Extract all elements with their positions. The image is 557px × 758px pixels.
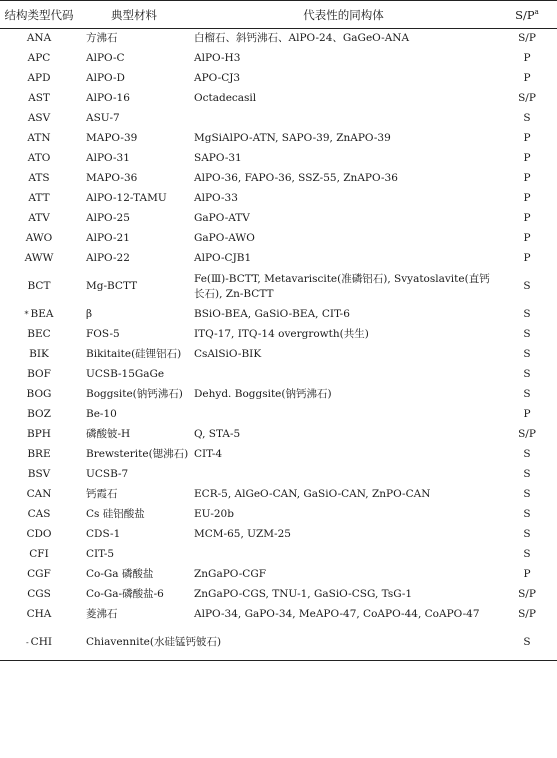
cell-code [0, 345, 78, 365]
table-row [0, 29, 557, 49]
code-text: ATO [27, 152, 51, 164]
table-row [0, 565, 557, 585]
cell-code [0, 209, 78, 229]
cell-material: 菱沸石 [86, 608, 118, 620]
cell-isotypes: MCM-65, UZM-25 [194, 528, 291, 540]
code-text: APD [27, 72, 51, 84]
cell-isotypes: Octadecasil [194, 92, 257, 104]
cell-sp: P [523, 192, 531, 204]
cell-sp: S [523, 508, 531, 520]
cell-code [0, 229, 78, 249]
cell-material: AlPO-22 [86, 252, 130, 264]
table-row [0, 345, 557, 365]
table-row [0, 189, 557, 209]
cell-material: UCSB-7 [86, 468, 129, 480]
cell-code [0, 465, 78, 485]
cell-code [0, 405, 78, 425]
cell-material: Boggsite(钠钙沸石) [86, 388, 183, 400]
cell-isotypes: Fe(Ⅲ)-BCTT, Metavariscite(准磷铝石), Svyatoslavite(直钙长石), Zn-BCTT [194, 272, 490, 300]
cell-sp: S/P [518, 608, 536, 620]
cell-code [0, 425, 78, 445]
cell-isotypes: EU-20b [194, 508, 234, 520]
code-text: CGF [27, 568, 51, 580]
code-text: BIK [29, 348, 49, 360]
table-row [0, 505, 557, 525]
cell-material: Co-Ga 磷酸盐 [86, 568, 154, 580]
cell-sp: S/P [518, 32, 536, 45]
cell-code [0, 605, 78, 625]
cell-sp: S [523, 328, 531, 340]
cell-material: FOS-5 [86, 328, 120, 340]
cell-isotypes [190, 625, 497, 661]
cell-code [0, 325, 78, 345]
cell-material: AlPO-21 [86, 232, 130, 244]
cell-code [0, 525, 78, 545]
cell-isotypes: ITQ-17, ITQ-14 overgrowth(共生) [194, 328, 369, 340]
cell-sp: S [523, 368, 531, 380]
cell-code [0, 625, 78, 661]
cell-code [0, 385, 78, 405]
table-row [0, 129, 557, 149]
code-text: BOF [27, 368, 51, 380]
cell-material: AlPO-C [86, 52, 125, 64]
code-text: BEA [30, 308, 54, 320]
code-text: BOG [26, 388, 52, 400]
table-row [0, 585, 557, 605]
cell-code [0, 485, 78, 505]
cell-isotypes: ZnGaPO-CGF [194, 568, 267, 580]
cell-sp: S [523, 348, 531, 360]
cell-sp: P [523, 132, 531, 144]
table-row [0, 385, 557, 405]
cell-isotypes: ECR-5, AlGeO-CAN, GaSiO-CAN, ZnPO-CAN [194, 488, 431, 500]
cell-sp: P [523, 252, 531, 264]
cell-isotypes: CsAlSiO-BIK [194, 348, 262, 360]
cell-isotypes: MgSiAlPO-ATN, SAPO-39, ZnAPO-39 [194, 132, 391, 144]
cell-sp: S [523, 528, 531, 540]
table-row [0, 365, 557, 385]
cell-code [0, 29, 78, 49]
header-isotypes: 代表性的同构体 [190, 1, 497, 29]
code-text: BOZ [27, 408, 51, 420]
table-row [0, 545, 557, 565]
cell-sp: S [523, 280, 531, 292]
cell-material: β [86, 308, 93, 320]
cell-code [0, 305, 78, 325]
cell-isotypes [190, 545, 497, 565]
code-text: CHA [26, 608, 52, 620]
code-text: BCT [27, 280, 51, 292]
cell-code [0, 269, 78, 305]
cell-sp: S [523, 548, 531, 560]
cell-material: UCSB-15GaGe [86, 368, 165, 380]
cell-material: Co-Ga-磷酸盐-6 [86, 588, 164, 600]
table-row [0, 325, 557, 345]
cell-sp: P [523, 152, 531, 164]
cell-material: 钙霞石 [86, 488, 118, 500]
cell-code [0, 445, 78, 465]
cell-material: AlPO-25 [86, 212, 130, 224]
cell-material: AlPO-D [86, 72, 125, 84]
cell-material: AlPO-16 [86, 92, 130, 104]
cell-isotypes: Dehyd. Boggsite(钠钙沸石) [194, 388, 332, 400]
cell-code [0, 129, 78, 149]
cell-sp: P [523, 72, 531, 84]
table-header-row [0, 1, 557, 29]
header-sp-label: S/P [515, 7, 535, 22]
code-text: ATV [28, 212, 50, 224]
cell-isotypes: ZnGaPO-CGS, TNU-1, GaSiO-CSG, TsG-1 [194, 588, 413, 600]
cell-code [0, 149, 78, 169]
cell-sp: S [523, 488, 531, 500]
code-text: BRE [27, 448, 51, 460]
cell-sp: P [523, 52, 531, 64]
cell-isotypes: BSiO-BEA, GaSiO-BEA, CIT-6 [194, 308, 350, 320]
code-text: CGS [27, 588, 51, 600]
cell-isotypes: AlPO-CJB1 [194, 252, 252, 264]
code-text: AWO [25, 232, 53, 244]
table-row [0, 525, 557, 545]
cell-sp: P [523, 172, 531, 184]
code-text: APC [27, 52, 51, 64]
cell-sp: P [523, 408, 531, 420]
code-text: CAN [26, 488, 52, 500]
table-row [0, 465, 557, 485]
cell-material: 方沸石 [86, 32, 118, 45]
cell-code [0, 545, 78, 565]
cell-material: CIT-5 [86, 548, 115, 560]
cell-isotypes: AlPO-H3 [194, 52, 241, 64]
cell-material: ASU-7 [86, 112, 120, 124]
cell-isotypes [190, 365, 497, 385]
code-text: AWW [24, 252, 54, 264]
cell-material: MAPO-39 [86, 132, 138, 144]
code-text: CHI [30, 635, 53, 648]
code-text: ATT [28, 192, 50, 204]
cell-isotypes [190, 109, 497, 129]
table-row [0, 209, 557, 229]
cell-material: Cs 硅铝酸盐 [86, 508, 145, 520]
cell-sp: S [523, 112, 531, 124]
code-marker: - [25, 637, 29, 647]
cell-sp: P [523, 568, 531, 580]
cell-code [0, 109, 78, 129]
cell-material: 磷酸铍-H [86, 428, 131, 440]
table-row [0, 405, 557, 425]
code-text: ATS [28, 172, 50, 184]
cell-material: Chiavennite(水硅锰钙铍石) [78, 625, 190, 661]
cell-sp: S [523, 448, 531, 460]
cell-material: Bikitaite(硅锂铝石) [86, 348, 182, 360]
cell-isotypes: Q, STA-5 [194, 428, 241, 440]
code-text: BPH [27, 428, 51, 440]
cell-sp: S [497, 625, 557, 661]
cell-material: AlPO-12-TAMU [86, 192, 167, 204]
cell-material: MAPO-36 [86, 172, 138, 184]
cell-code [0, 169, 78, 189]
cell-material: Brewsterite(锶沸石) [86, 448, 189, 460]
cell-isotypes [190, 405, 497, 425]
cell-code [0, 49, 78, 69]
table-row [0, 445, 557, 465]
cell-material: CDS-1 [86, 528, 121, 540]
cell-code [0, 249, 78, 269]
cell-code [0, 585, 78, 605]
cell-isotypes: GaPO-ATV [194, 212, 250, 224]
header-material: 典型材料 [78, 1, 190, 29]
table-row [0, 89, 557, 109]
table-row [0, 625, 557, 661]
code-text: AST [28, 92, 50, 104]
header-sp [497, 1, 557, 29]
cell-code [0, 189, 78, 209]
code-text: CDO [26, 528, 52, 540]
cell-sp: P [523, 212, 531, 224]
cell-sp: S [523, 388, 531, 400]
code-text: BEC [27, 328, 51, 340]
table-row [0, 229, 557, 249]
cell-sp: S/P [518, 588, 536, 600]
header-sp-footnote: a [534, 7, 539, 16]
table-row [0, 69, 557, 89]
cell-sp: S/P [518, 428, 536, 440]
cell-isotypes: APO-CJ3 [194, 72, 241, 84]
table-row [0, 149, 557, 169]
cell-material: Mg-BCTT [86, 280, 138, 292]
cell-isotypes: 白榴石、斜钙沸石、AlPO-24、GaGeO-ANA [194, 32, 410, 45]
cell-material: Be-10 [86, 408, 117, 420]
table-row [0, 169, 557, 189]
table-row [0, 425, 557, 445]
cell-sp: P [523, 232, 531, 244]
code-marker: * [24, 310, 29, 319]
cell-sp: S/P [518, 92, 536, 104]
cell-isotypes: AlPO-34, GaPO-34, MeAPO-47, CoAPO-44, CoAPO-47 [194, 608, 480, 620]
table-row [0, 485, 557, 505]
cell-code [0, 365, 78, 385]
header-code: 结构类型代码 [0, 1, 78, 29]
code-text: CAS [27, 508, 51, 520]
cell-code [0, 69, 78, 89]
cell-sp: S [523, 468, 531, 480]
code-text: CFI [29, 548, 49, 560]
cell-material: AlPO-31 [86, 152, 130, 164]
code-text: BSV [27, 468, 51, 480]
cell-isotypes: CIT-4 [194, 448, 223, 460]
cell-code [0, 505, 78, 525]
table-row [0, 605, 557, 625]
code-text: ASV [27, 112, 51, 124]
cell-code [0, 565, 78, 585]
code-text: ATN [27, 132, 51, 144]
code-text: ANA [26, 32, 52, 45]
cell-isotypes: GaPO-AWO [194, 232, 255, 244]
table-row [0, 249, 557, 269]
cell-sp: S [523, 308, 531, 320]
table-row [0, 269, 557, 305]
cell-code [0, 89, 78, 109]
cell-isotypes [190, 465, 497, 485]
cell-isotypes: AlPO-33 [194, 192, 238, 204]
cell-isotypes: AlPO-36, FAPO-36, SSZ-55, ZnAPO-36 [194, 172, 398, 184]
table-row [0, 49, 557, 69]
table-row [0, 109, 557, 129]
table-row [0, 305, 557, 325]
cell-isotypes: SAPO-31 [194, 152, 242, 164]
